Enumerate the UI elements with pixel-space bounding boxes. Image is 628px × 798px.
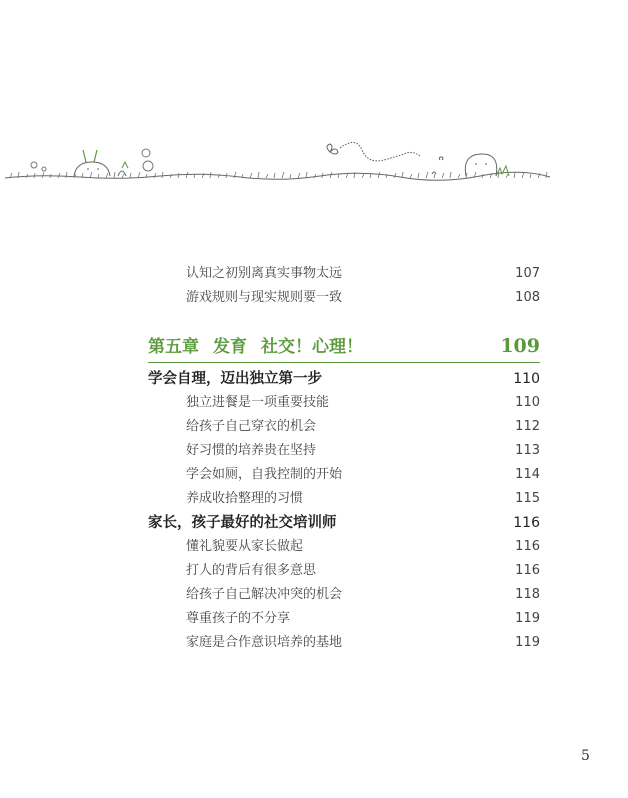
toc-item[interactable] [148, 286, 540, 310]
toc-item[interactable] [148, 391, 540, 415]
toc-item-page: 107 [515, 266, 540, 281]
toc-item-title: 尊重孩子的不分享 [186, 611, 291, 626]
table-of-contents [148, 262, 540, 655]
toc-item-page: 119 [515, 635, 540, 650]
chapter-number: 第五章 [148, 337, 199, 357]
toc-item-page: 114 [515, 467, 540, 482]
page-number: 5 [581, 748, 590, 764]
toc-item-page: 116 [515, 539, 540, 554]
toc-item-page: 110 [515, 395, 540, 410]
toc-item-title: 学会如厕，自我控制的开始 [186, 467, 343, 482]
toc-item-page: 118 [515, 587, 540, 602]
header-doodle-illustration [0, 130, 628, 190]
toc-item-title: 好习惯的培养贵在坚持 [186, 443, 317, 458]
toc-item[interactable] [148, 439, 540, 463]
toc-item-title: 独立进餐是一项重要技能 [186, 395, 330, 410]
toc-item-title: 给孩子自己解决冲突的机会 [186, 587, 343, 602]
toc-item-title: 养成收拾整理的习惯 [186, 491, 304, 506]
chapter-part-1: 发育 [213, 337, 247, 357]
toc-item-page: 112 [515, 419, 540, 434]
toc-item-title: 懂礼貌要从家长做起 [186, 539, 304, 554]
chapter-page: 109 [500, 335, 540, 357]
toc-item[interactable] [148, 463, 540, 487]
toc-item-title: 认知之初别离真实事物太远 [186, 266, 343, 281]
toc-item[interactable] [148, 631, 540, 655]
toc-section-page: 110 [513, 371, 540, 387]
toc-section[interactable] [148, 511, 540, 535]
toc-item-title: 给孩子自己穿衣的机会 [186, 419, 317, 434]
toc-section-title: 家长，孩子最好的社交培训师 [148, 515, 337, 531]
toc-item[interactable] [148, 415, 540, 439]
toc-section-title: 学会自理，迈出独立第一步 [148, 371, 322, 387]
toc-item-title: 家庭是合作意识培养的基地 [186, 635, 343, 650]
toc-item[interactable] [148, 262, 540, 286]
toc-item[interactable] [148, 487, 540, 511]
toc-item-page: 116 [515, 563, 540, 578]
toc-item[interactable] [148, 559, 540, 583]
toc-item-page: 119 [515, 611, 540, 626]
toc-item[interactable] [148, 535, 540, 559]
toc-item-title: 游戏规则与现实规则要一致 [186, 290, 343, 305]
chapter-title [148, 332, 377, 357]
toc-item-page: 113 [515, 443, 540, 458]
toc-section[interactable] [148, 367, 540, 391]
toc-section-page: 116 [513, 515, 540, 531]
chapter-part-2: 社交！心理！ [261, 337, 363, 357]
toc-item-page: 108 [515, 290, 540, 305]
toc-item-page: 115 [515, 491, 540, 506]
toc-item[interactable] [148, 583, 540, 607]
toc-item-title: 打人的背后有很多意思 [186, 563, 317, 578]
toc-item[interactable] [148, 607, 540, 631]
chapter-heading[interactable] [148, 332, 540, 363]
